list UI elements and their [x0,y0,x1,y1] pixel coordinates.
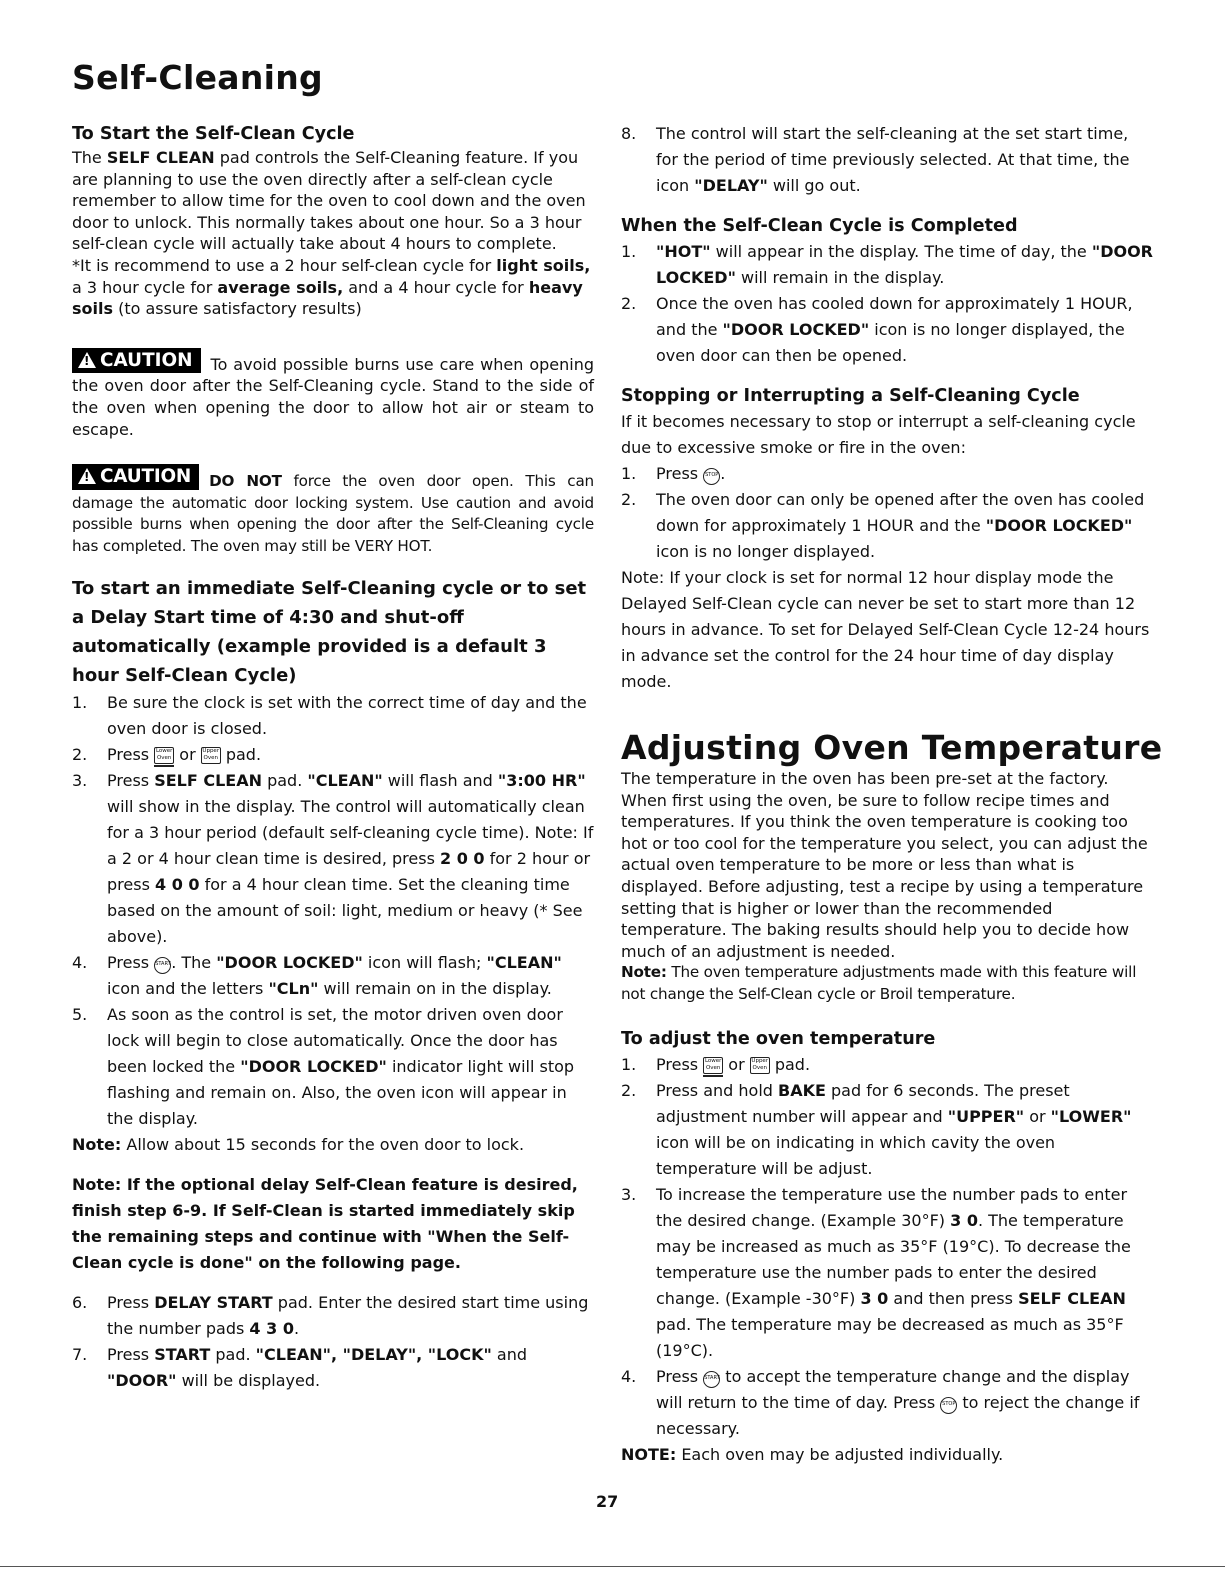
stop-button-icon: STOP [940,1397,957,1414]
stop-button-icon: STOP [703,468,720,485]
delay-12-hour-note: Note: If your clock is set for normal 12 hour display mode the Delayed Self-Clean cycle can never be set to start more than 12 hours in advance. To set for Delayed Self-Clean Cycle 12-24 hours in advance set the control for the 24 hour time of day display mode. [621,568,1150,691]
caution-do-not-force: !CAUTION DO NOT force the oven door open. This can damage the automatic door locking system. Use caution and avoid possible burns when opening the door after the Self-Cleaning cycle has completed. The oven may still be VERY HOT. [72,464,594,557]
self-clean-intro: The SELF CLEAN pad controls the Self-Cleaning feature. If you are planning to use the oven directly after a self-clean cycle remember to allow time for the oven to cool down and the oven door to unlock. This normally takes about one hour. So a 3 hour self-clean cycle will actually take about 4 hours to complete. [72,148,586,254]
delay-steps [72,1290,594,1394]
list-item: 2. Press and hold BAKE pad for 6 seconds. The preset adjustment number will appear and "UPPER" or "LOWER" icon will be on indicating in which cavity the oven temperature will be adjust. [621,1080,1132,1178]
lock-note: Note: Allow about 15 seconds for the oven door to lock. [72,1134,525,1154]
list-item: 3. Press SELF CLEAN pad. "CLEAN" will flash and "3:00 HR" will show in the display. The control will automatically clean for a 3 hour period (default self-cleaning cycle time). Note: If a 2 or 4 hour clean time is desired, press 2 0 0 for 2 hour or press 4 0 0 for a 4 hour clean time. Set the cleaning time based on the amount of soil: light, medium or heavy (* See above). [72,770,594,946]
lower-oven-key-icon: Lower Oven [703,1057,723,1074]
list-item: 1. Be sure the clock is set with the correct time of day and the oven door is closed. [72,692,587,738]
right-column-bottom [621,768,1153,1468]
list-item: 2. Press Lower Oven or Upper Oven pad. [72,744,262,764]
stopping-intro: If it becomes necessary to stop or interrupt a self-cleaning cycle due to excessive smoke or fire in the oven: [621,412,1136,457]
start-button-icon: START [703,1371,720,1388]
stopping-heading: Stopping or Interrupting a Self-Cleaning Cycle [621,386,1080,406]
page-number: 27 [596,1492,619,1511]
list-item: 4. Press START. The "DOOR LOCKED" icon will flash; "CLEAN" icon and the letters "CLn" will remain on in the display. [72,952,562,998]
list-item: 3. To increase the temperature use the number pads to enter the desired change. (Example 30°F) 3 0. The temperature may be increased as much as 35°F (19°C). To decrease the temperature use the number pads to enter the desired change. (Example -30°F) 3 0 and then press SELF CLEAN pad. The temperature may be decreased as much as 35°F (19°C). [621,1184,1131,1360]
left-column [72,121,594,1394]
list-item: 2. The oven door can only be opened after the oven has cooled down for approximately 1 HOUR and the "DOOR LOCKED" icon is no longer displayed. [621,490,1145,561]
page-title: Self-Cleaning [72,58,323,97]
list-item: 4. Press START to accept the temperature change and the display will return to the time of day. Press STOP to reject the change if necessary. [621,1366,1140,1438]
warning-icon [78,352,96,368]
start-button-icon: START [154,957,171,974]
completed-heading: When the Self-Clean Cycle is Completed [621,216,1018,236]
list-item: 2. Once the oven has cooled down for approximately 1 HOUR, and the "DOOR LOCKED" icon is no longer displayed, the oven door can then be opened. [621,294,1133,365]
list-item: 5. As soon as the control is set, the motor driven oven door lock will begin to close automatically. Once the door has been locked the "DOOR LOCKED" indicator light will stop flashing and remain on. Also, the oven icon will appear in the display. [72,1004,575,1128]
warning-icon [78,468,96,484]
delay-option-note: Note: If the optional delay Self-Clean feature is desired, finish step 6-9. If Self-Clean is started immediately skip the remaining steps and continue with "When the Self-Clean cycle is done" on the following page. [72,1174,578,1272]
self-clean-steps [72,690,594,1132]
upper-oven-key-icon: Upper Oven [750,1057,770,1074]
adjusting-note: Note: The oven temperature adjustments made with this feature will not change the Self-Clean cycle or Broil temperature. [621,963,1137,1003]
adjust-temperature-heading: To adjust the oven temperature [621,1028,936,1049]
caution-badge: !CAUTION [72,464,199,490]
right-column-top [621,121,1153,695]
completed-steps [621,239,1153,369]
list-item: 7. Press START pad. "CLEAN", "DELAY", "LOCK" and "DOOR" will be displayed. [72,1344,528,1390]
adjust-steps [621,1052,1153,1442]
list-item: 1. Press STOP . [621,464,726,483]
stopping-steps [621,461,1153,565]
bottom-divider [0,1566,1225,1567]
list-item: 6. Press DELAY START pad. Enter the desired start time using the number pads 4 3 0. [72,1292,589,1338]
list-item: 8. The control will start the self-cleaning at the set start time, for the period of time previously selected. At that time, the icon "DELAY" will go out. [621,124,1130,195]
caution-burns: !CAUTION To avoid possible burns use care when opening the oven door after the Self-Cleaning cycle. Stand to the side of the oven when opening the door to allow hot air or steam to escape. [72,348,594,440]
adjusting-intro: The temperature in the oven has been pre-set at the factory. When first using the oven, be sure to follow recipe times and temperatures. If you think the oven temperature is cooking too hot or too cool for the temperature you select, you can adjust the actual oven temperature to be more or less than what is displayed. Before adjusting, test a recipe by using a temperature setting that is higher or lower than the recommended temperature. The baking results should help you to decide how much of an adjustment is needed. [621,769,1148,961]
lower-oven-key-icon: Lower Oven [154,747,174,764]
delay-steps-continued [621,121,1153,199]
final-note: NOTE: Each oven may be adjusted individually. [621,1444,1004,1464]
immediate-cycle-heading: To start an immediate Self-Cleaning cycle or to set a Delay Start time of 4:30 and shut-off automatically (example provided is a default 3 hour Self-Clean Cycle) [72,577,587,686]
upper-oven-key-icon: Upper Oven [201,747,221,764]
list-item: 1. "HOT" will appear in the display. The time of day, the "DOOR LOCKED" will remain in the display. [621,242,1153,287]
caution-badge: !CAUTION [72,348,201,374]
list-item: 1. Press Lower Oven or Upper Oven pad. [621,1054,811,1074]
start-self-clean-heading: To Start the Self-Clean Cycle [72,124,355,144]
soil-recommendation: *It is recommend to use a 2 hour self-clean cycle for light soils, a 3 hour cycle for average soils, and a 4 hour cycle for heavy soils (to assure satisfactory results) [72,255,591,319]
adjusting-temperature-title: Adjusting Oven Temperature [621,728,1163,767]
